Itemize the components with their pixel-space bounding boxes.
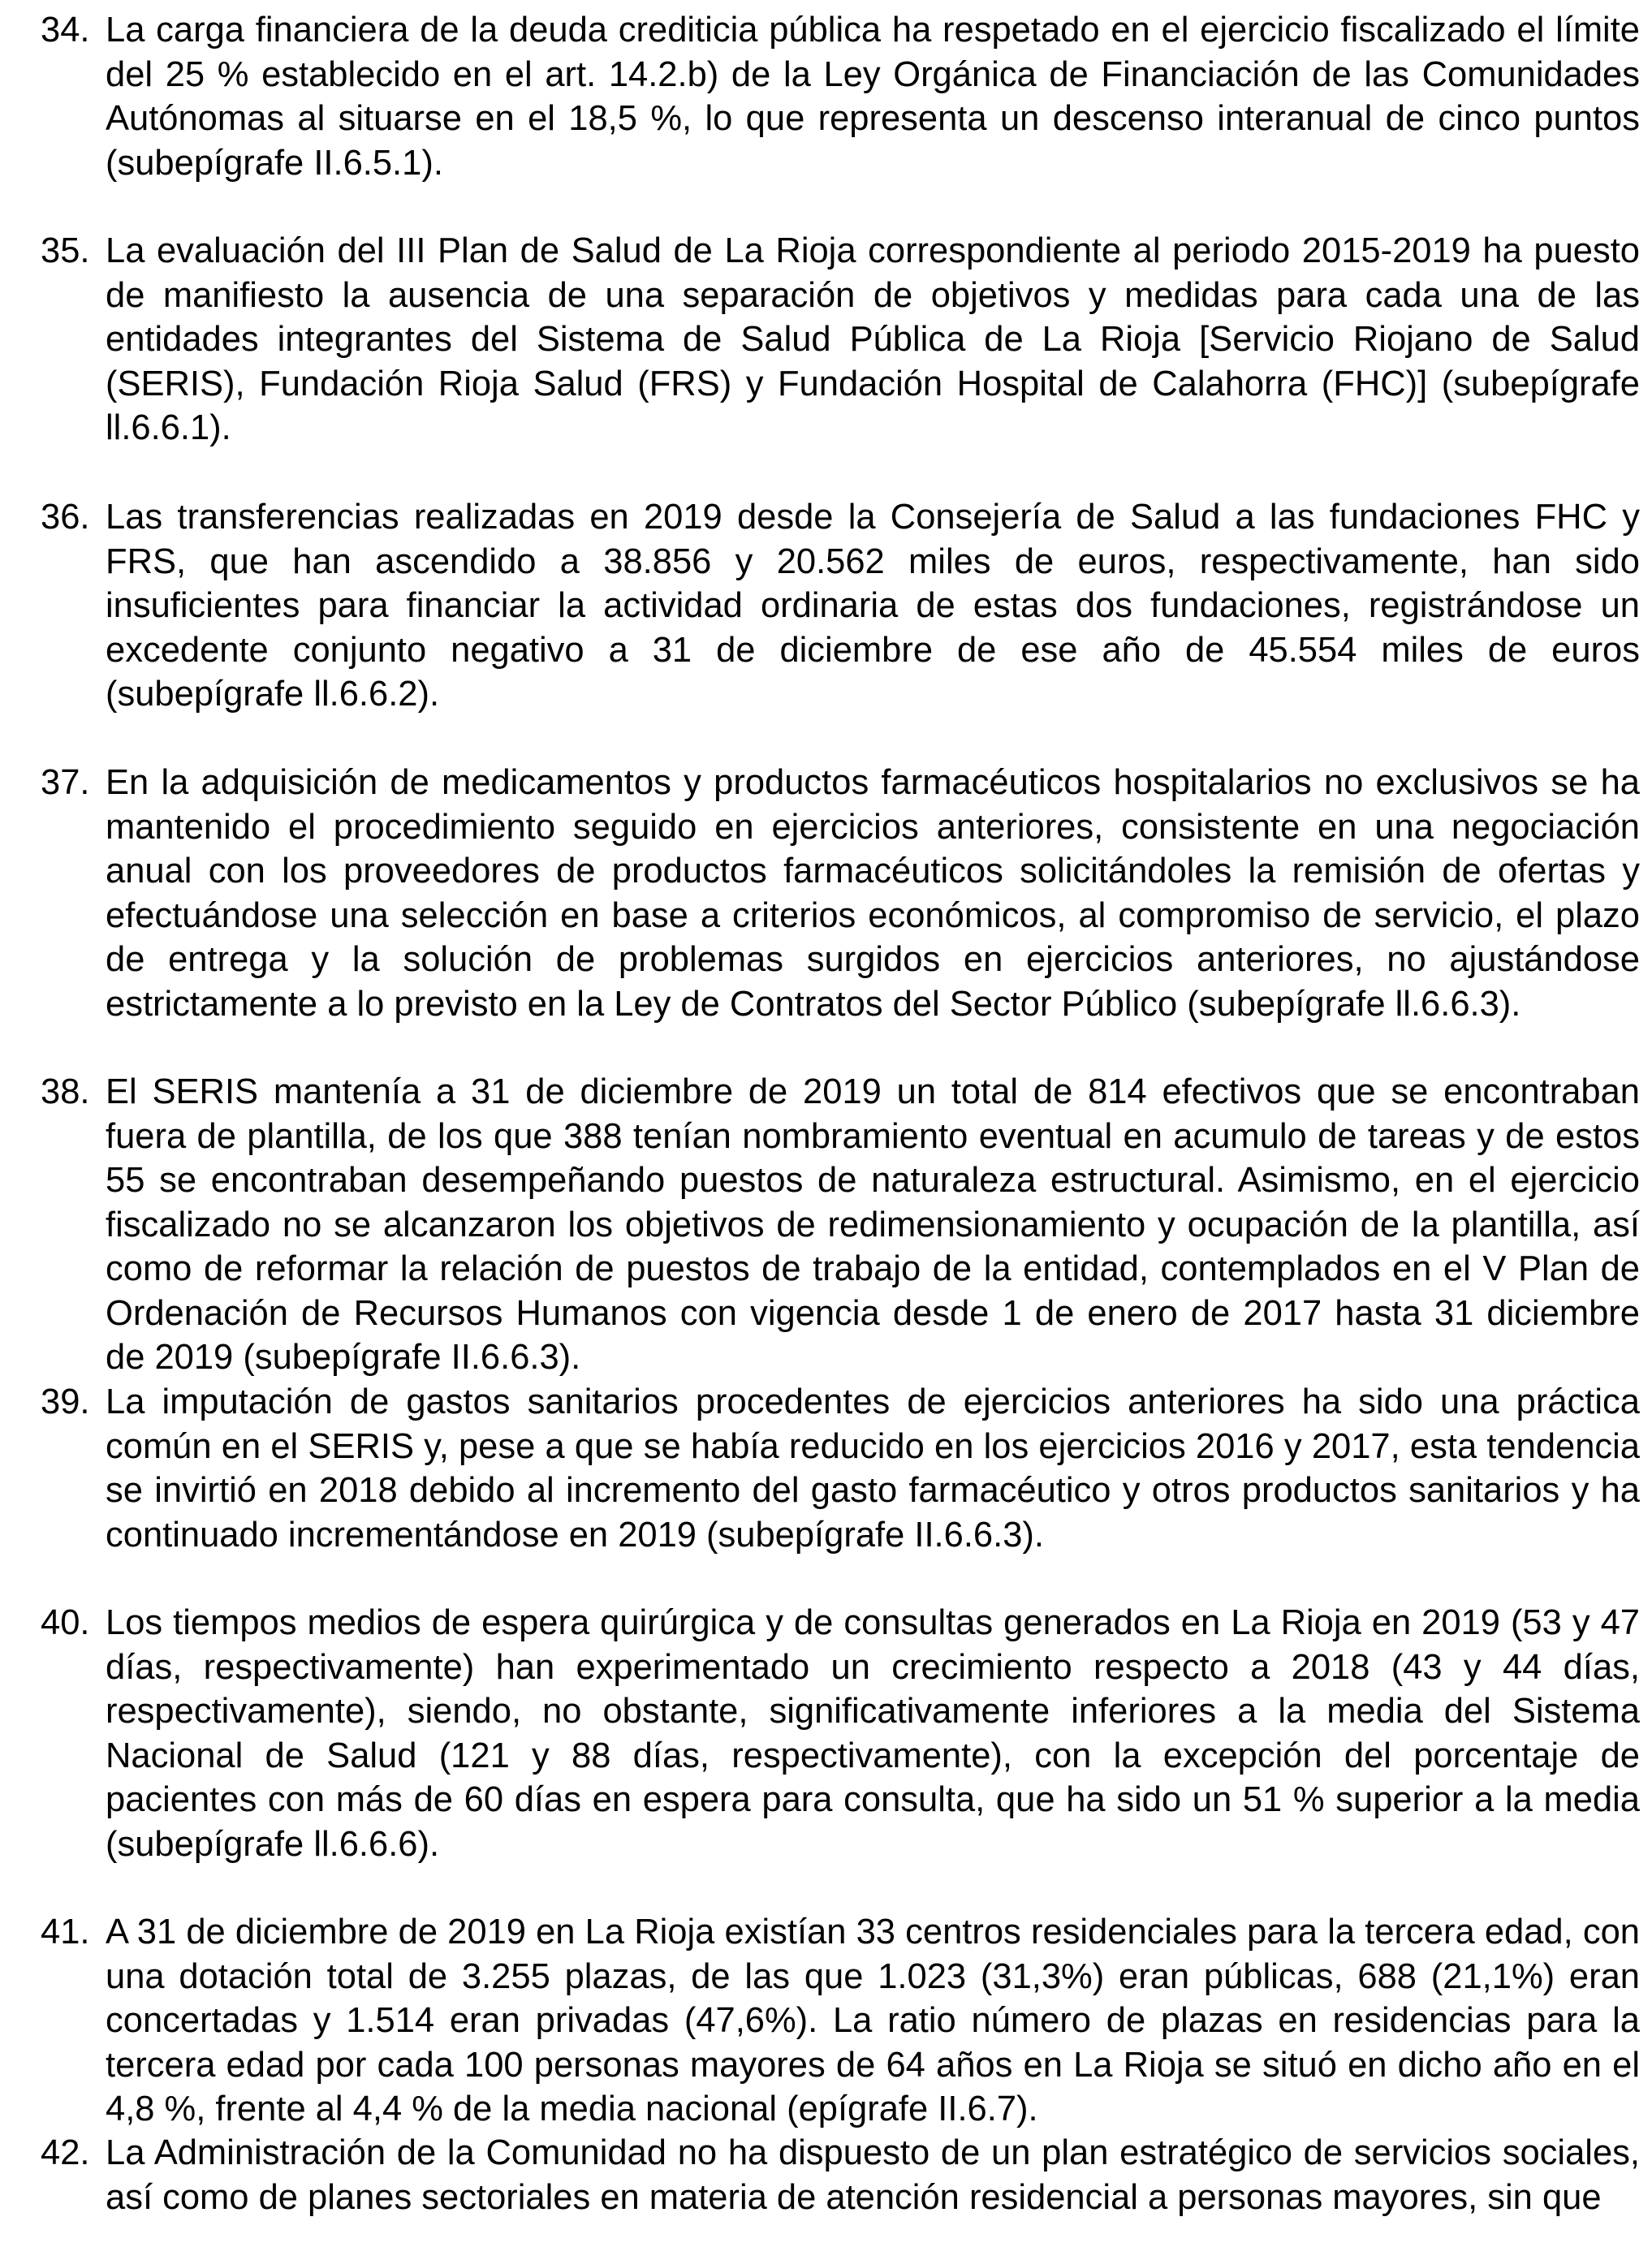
item-text: La imputación de gastos sanitarios procedentes de ejercicios anteriores ha sido una práctica común en el SERIS y, pese a que se había reducido en los ejercicios 2016 y 2017, esta tendencia se invirtió en 2018 debido al incremento del gasto farmacéutico y otros productos sanitarios y ha continuado incrementándose en 2019 (subepígrafe II.6.6.3).	[106, 1382, 1640, 1555]
item-text: A 31 de diciembre de 2019 en La Rioja existían 33 centros residenciales para la tercera edad, con una dotación total de 3.255 plazas, de las que 1.023 (31,3%) eran públicas, 688 (21,1%) eran concertadas y 1.514 eran privadas (47,6%). La ratio número de plazas en residencias para la tercera edad por cada 100 personas mayores de 64 años en La Rioja se situó en dicho año en el 4,8 %, frente al 4,4 % de la media nacional (epígrafe II.6.7).	[106, 1913, 1640, 2128]
item-text: Las transferencias realizadas en 2019 desde la Consejería de Salud a las fundaciones FHC y FRS, que han ascendido a 38.856 y 20.562 miles de euros, respectivamente, han sido insuficientes para financiar la actividad ordinaria de estas dos fundaciones, registrándose un excedente conjunto negativo a 31 de diciembre de ese año de 45.554 miles de euros (subepígrafe ll.6.6.2).	[106, 498, 1640, 714]
item-number: 41.	[41, 1913, 90, 1952]
item-number: 40.	[41, 1603, 90, 1642]
list-item-35	[41, 229, 1640, 451]
list-item-34	[41, 8, 1640, 185]
list-item-38	[41, 1070, 1640, 1380]
list-item-42	[41, 2131, 1640, 2219]
item-number: 35.	[41, 231, 90, 270]
item-number: 36.	[41, 498, 90, 537]
list-item-41	[41, 1910, 1640, 2132]
list-item-39	[41, 1380, 1640, 1557]
item-text: La carga financiera de la deuda crediticia pública ha respetado en el ejercicio fiscalizado el límite del 25 % establecido en el art. 14.2.b) de la Ley Orgánica de Financiación de las Comunidades Autónomas al situarse en el 18,5 %, lo que representa un descenso interanual de cinco puntos (subepígrafe II.6.5.1).	[106, 11, 1640, 183]
item-number: 38.	[41, 1072, 90, 1111]
item-text: La evaluación del III Plan de Salud de La Rioja correspondiente al periodo 2015-2019 ha puesto de manifiesto la ausencia de una separación de objetivos y medidas para cada una de las entidades integrantes del Sistema de Salud Pública de La Rioja [Servicio Riojano de Salud (SERIS), Fundación Rioja Salud (FRS) y Fundación Hospital de Calahorra (FHC)] (subepígrafe ll.6.6.1).	[106, 231, 1640, 447]
list-item-37	[41, 761, 1640, 1026]
item-text: La Administración de la Comunidad no ha dispuesto de un plan estratégico de servicios sociales, así como de planes sectoriales en materia de atención residencial a personas mayores, sin que	[106, 2133, 1640, 2217]
list-item-36	[41, 495, 1640, 717]
item-text: Los tiempos medios de espera quirúrgica y de consultas generados en La Rioja en 2019 (53 y 47 días, respectivamente) han experimentado un crecimiento respecto a 2018 (43 y 44 días, respectivamente), siendo, no obstante, significativamente inferiores a la media del Sistema Nacional de Salud (121 y 88 días, respectivamente), con la excepción del porcentaje de pacientes con más de 60 días en espera para consulta, que ha sido un 51 % superior a la media (subepígrafe ll.6.6.6).	[106, 1603, 1640, 1864]
item-number: 39.	[41, 1382, 90, 1421]
item-number: 42.	[41, 2133, 90, 2172]
item-text: El SERIS mantenía a 31 de diciembre de 2019 un total de 814 efectivos que se encontraban fuera de plantilla, de los que 388 tenían nombramiento eventual en acumulo de tareas y de estos 55 se encontraban desempeñando puestos de naturaleza estructural. Asimismo, en el ejercicio fiscalizado no se alcanzaron los objetivos de redimensionamiento y ocupación de la plantilla, así como de reformar la relación de puestos de trabajo de la entidad, contemplados en el V Plan de Ordenación de Recursos Humanos con vigencia desde 1 de enero de 2017 hasta 31 diciembre de 2019 (subepígrafe II.6.6.3).	[106, 1072, 1640, 1377]
item-number: 37.	[41, 763, 90, 802]
item-text: En la adquisición de medicamentos y productos farmacéuticos hospitalarios no exclusivos se ha mantenido el procedimiento seguido en ejercicios anteriores, consistente en una negociación anual con los proveedores de productos farmacéuticos solicitándoles la remisión de ofertas y efectuándose una selección en base a criterios económicos, al compromiso de servicio, el plazo de entrega y la solución de problemas surgidos en ejercicios anteriores, no ajustándose estrictamente a lo previsto en la Ley de Contratos del Sector Público (subepígrafe ll.6.6.3).	[106, 763, 1640, 1024]
list-item-40	[41, 1601, 1640, 1866]
item-number: 34.	[41, 11, 90, 50]
